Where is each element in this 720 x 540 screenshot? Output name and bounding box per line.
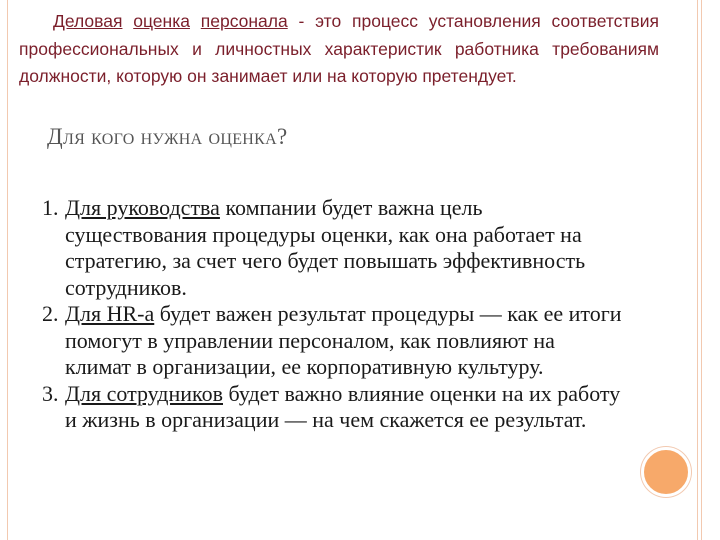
item-audience: Для HR-а <box>65 301 155 326</box>
item-number: 1. <box>42 195 59 220</box>
list-item <box>42 301 625 381</box>
item-text: будет важен результат процедуры — как ее итоги помогут в управлении персоналом, как повлияют на климат в организации, ее корпоративную культуру. <box>65 301 622 379</box>
list-item <box>42 380 625 434</box>
list-item <box>42 195 625 301</box>
frame-line-left <box>7 0 8 540</box>
frame-line-right-outer <box>701 0 702 540</box>
item-audience: Для сотрудников <box>65 380 223 406</box>
section-heading: Для кого нужна оценка? <box>47 124 288 149</box>
item-text: компании будет важна цель существования процедуры оценки, как она работает на стратегию, за счет чего будет повышать эффективность сотрудников. <box>65 195 586 300</box>
intro-paragraph <box>19 8 659 91</box>
item-text: будет важно влияние оценки на их работу и жизнь в организации — на чем скажется ее результат. <box>65 380 621 432</box>
frame-line-right <box>697 0 698 540</box>
item-audience: Для руководства <box>65 195 220 220</box>
intro-text: - это процесс установления соответствия профессиональных и личностных характеристик работника требованиям должности, которую он занимает или на которую претендует. <box>19 11 659 86</box>
intro-word-1: Деловая <box>53 11 123 31</box>
intro-word-3: персонала <box>200 11 288 31</box>
item-number: 3. <box>42 380 59 406</box>
audience-list <box>42 195 625 434</box>
intro-word-2: оценка <box>133 11 190 31</box>
item-number: 2. <box>42 301 59 326</box>
decorative-circle <box>641 447 691 497</box>
